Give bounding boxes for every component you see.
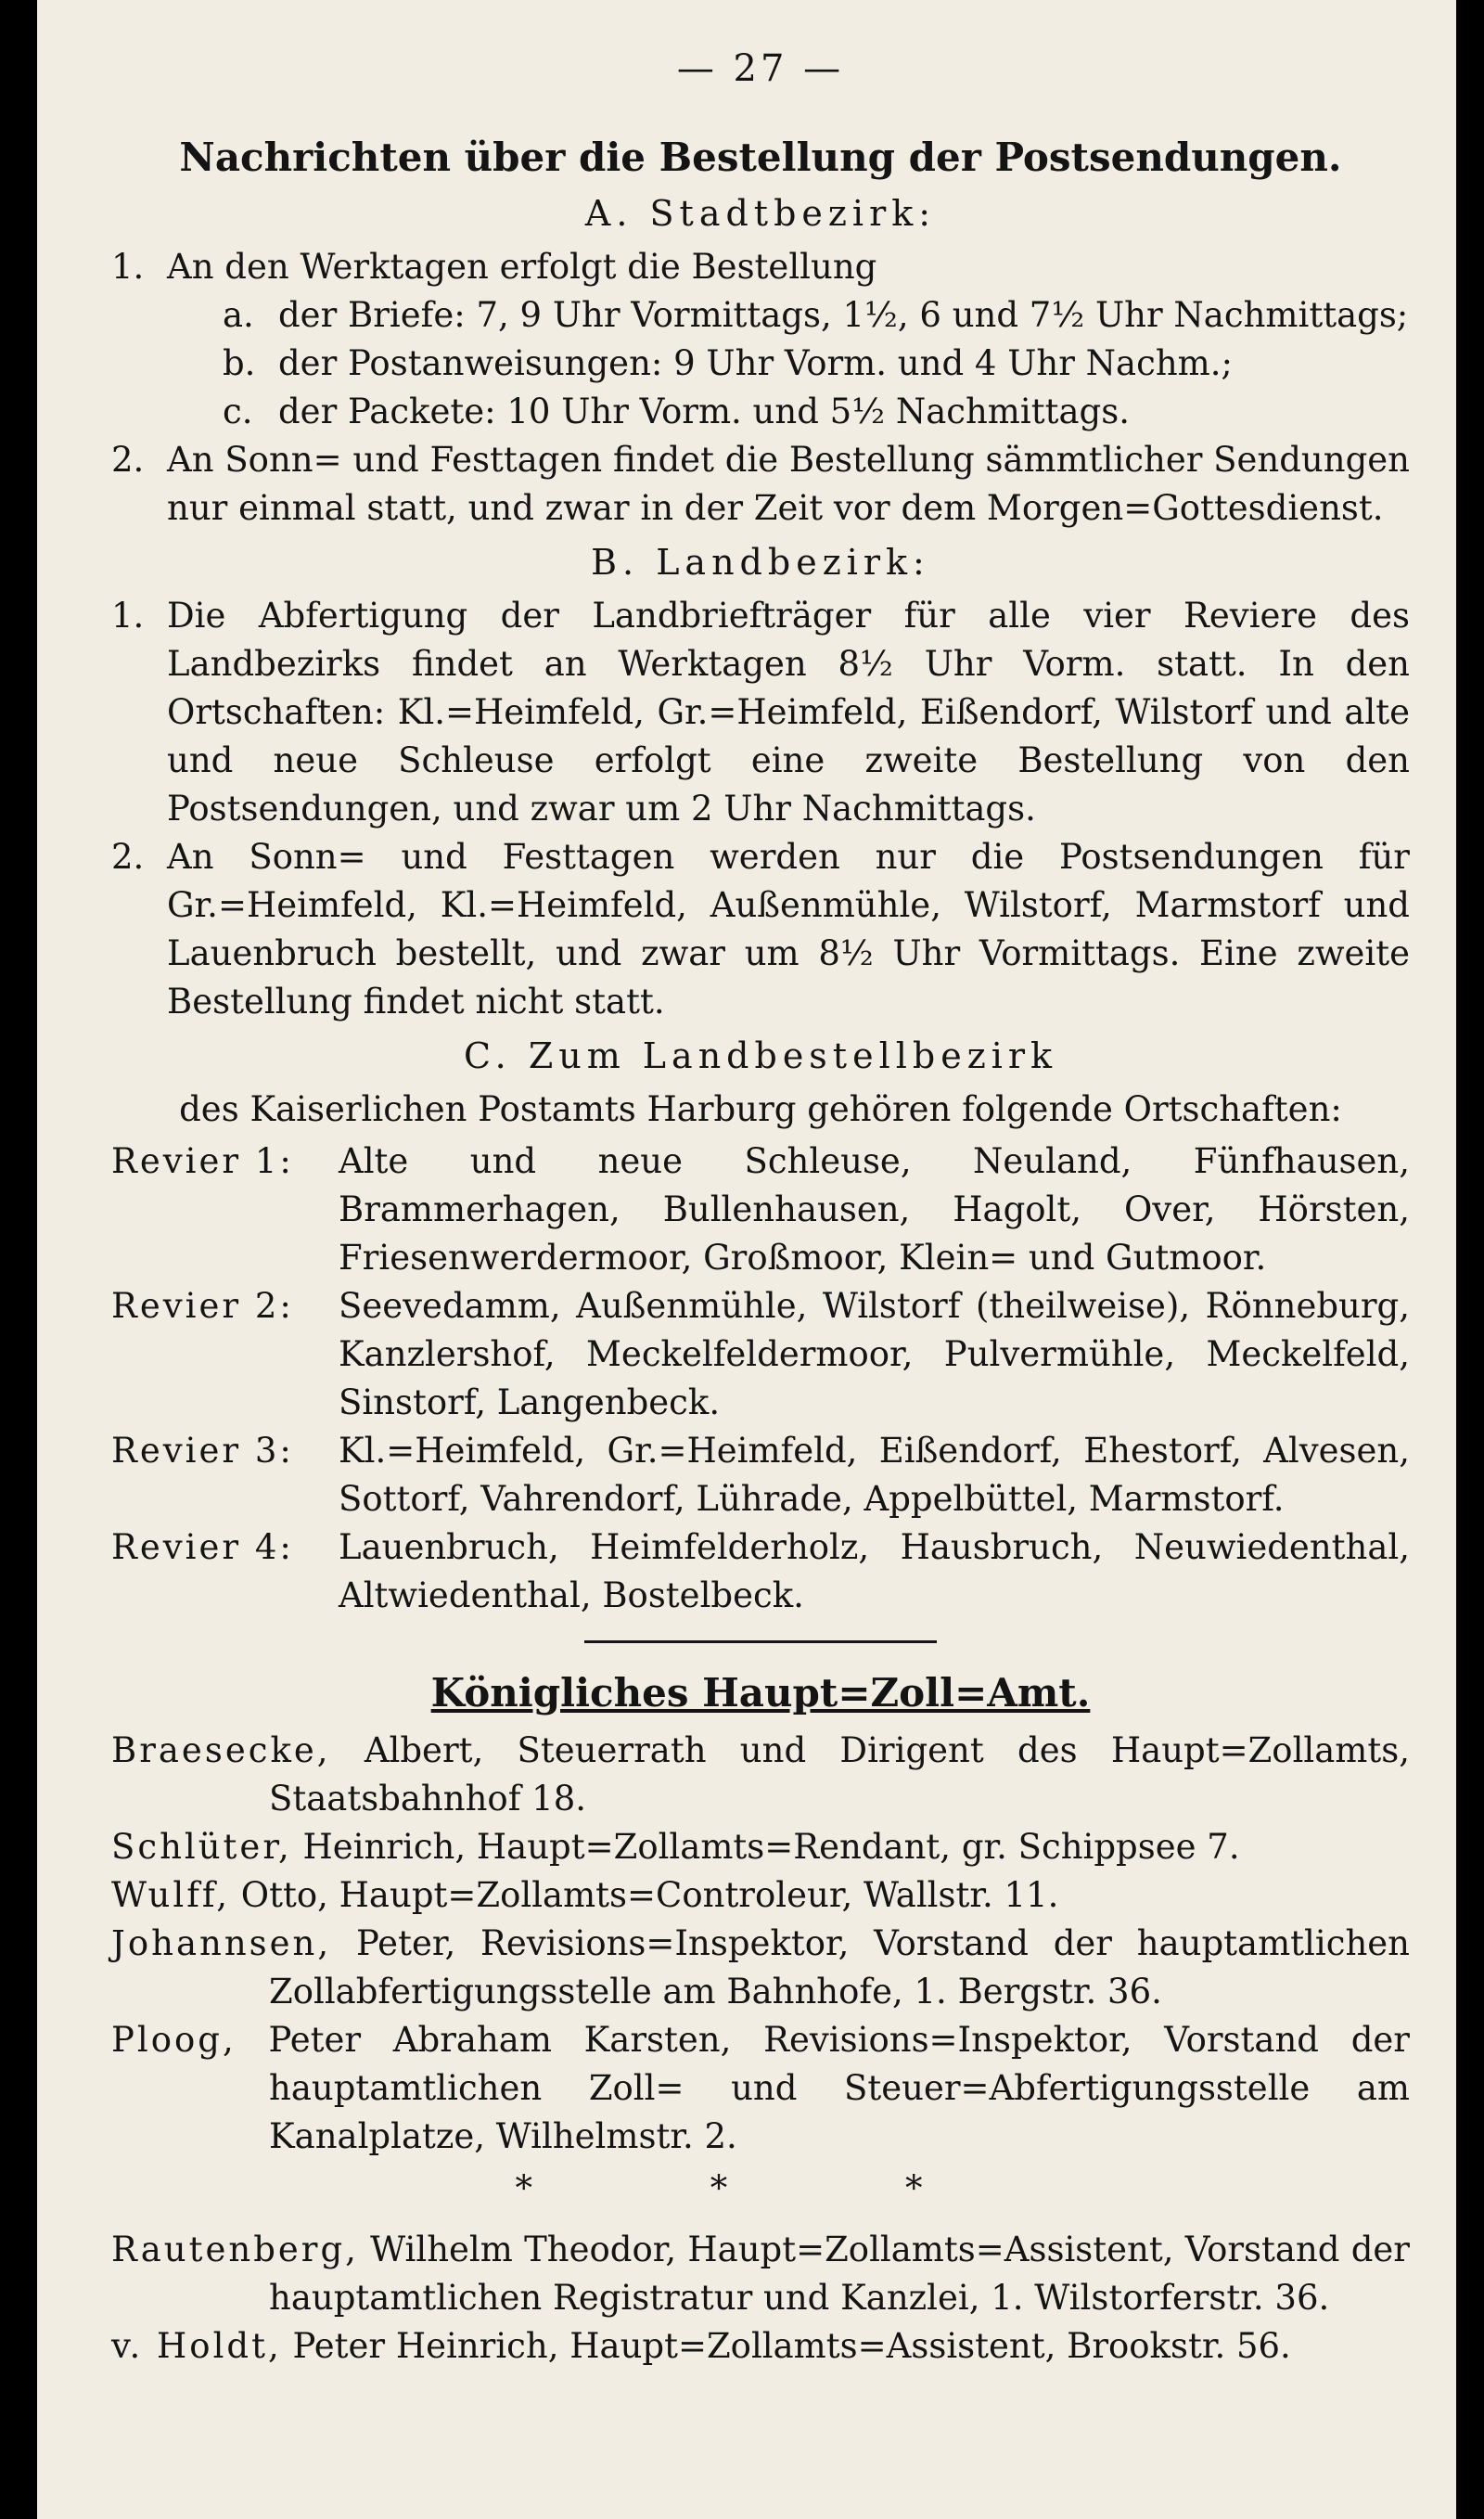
- section-a-sub-c: [111, 388, 1410, 436]
- section-c-intro: des Kaiserlichen Postamts Harburg gehören folgende Ortschaften:: [179, 1089, 1342, 1129]
- revier-text: Alte und neue Schleuse, Neuland, Fünfhausen, Brammerhagen, Bullenhausen, Hagolt, Over, Hörsten, Friesenwerdermoor, Großmoor, Klein= und Gutmoor.: [339, 1141, 1410, 1278]
- staff-entry: [111, 2016, 1410, 2161]
- sub-number: a.: [223, 295, 254, 335]
- sub-number: b.: [223, 343, 256, 383]
- divider-rule: [584, 1640, 937, 1643]
- staff-name: Ploog,: [111, 2020, 237, 2060]
- item-text: Die Abfertigung der Landbriefträger für alle vier Reviere des Landbezirks findet an Werktagen 8½ Uhr Vorm. statt. In den Ortschaften: Kl.=Heimfeld, Gr.=Heimfeld, Eißendorf, Wilstorf und alte und neue Schleuse erfolgt eine zweite Bestellung von den Postsendungen, und zwar um 2 Uhr Nachmittags.: [167, 596, 1410, 829]
- section-a-sub-b: [111, 340, 1410, 388]
- staff-details: Peter Abraham Karsten, Revisions=Inspektor, Vorstand der hauptamtlichen Zoll= und Steuer=Abfertigungsstelle am Kanalplatze, Wilhelmstr. 2.: [236, 2020, 1410, 2156]
- staff-name: Braesecke,: [111, 1730, 331, 1770]
- sub-number: c.: [223, 392, 253, 431]
- section-a-sub-a: [111, 291, 1410, 340]
- staff-name: Schlüter,: [111, 1827, 292, 1867]
- staff-details: Peter, Revisions=Inspektor, Vorstand der hauptamtlichen Zollabfertigungsstelle am Bahnhofe, 1. Bergstr. 36.: [269, 1923, 1410, 2011]
- staff-entry: [111, 1871, 1410, 1920]
- revier-text: Seevedamm, Außenmühle, Wilstorf (theilweise), Rönneburg, Kanzlershof, Meckelfeldermoor, Pulvermühle, Meckelfeld, Sinstorf, Langenbeck.: [339, 1286, 1410, 1422]
- item-text: An Sonn= und Festtagen findet die Bestellung sämmtlicher Sendungen nur einmal statt, und zwar in der Zeit vor dem Morgen=Gottesdienst.: [167, 440, 1410, 528]
- section-b-title: B. Landbezirk:: [591, 542, 930, 583]
- section-c-title: C. Zum Landbestellbezirk: [463, 1035, 1058, 1076]
- revier-row: [111, 1282, 1410, 1427]
- section-a-item-1: [111, 243, 1410, 291]
- item-number: 1.: [111, 247, 145, 287]
- item-number: 2.: [111, 837, 145, 877]
- document-page: [37, 0, 1456, 2519]
- staff-details: Peter Heinrich, Haupt=Zollamts=Assistent, Brookstr. 56.: [281, 2326, 1291, 2366]
- staff-name: Johannsen,: [111, 1923, 332, 1963]
- staff-details: Wilhelm Theodor, Haupt=Zollamts=Assistent, Vorstand der hauptamtlichen Registratur und Kanzlei, 1. Wilstorferstr. 36.: [269, 2230, 1410, 2318]
- staff-name: Wulff,: [111, 1875, 231, 1915]
- staff-entry: [111, 1823, 1410, 1871]
- section-b-item-1: [111, 592, 1410, 833]
- section-heading: Nachrichten über die Bestellung der Postsendungen.: [179, 135, 1342, 180]
- item-number: 1.: [111, 596, 145, 636]
- revier-label: Revier 2:: [111, 1286, 294, 1326]
- asterism: * * *: [515, 2168, 1006, 2208]
- sub-text: der Postanweisungen: 9 Uhr Vorm. und 4 Uhr Nachm.;: [278, 343, 1233, 383]
- revier-label: Revier 4:: [111, 1527, 294, 1567]
- sub-text: der Packete: 10 Uhr Vorm. und 5½ Nachmittags.: [278, 392, 1130, 431]
- page-content: [111, 45, 1410, 2371]
- staff-name: Rautenberg,: [111, 2230, 359, 2269]
- staff-entry: [111, 2322, 1410, 2371]
- office-heading: Königliches Haupt=Zoll=Amt.: [430, 1670, 1091, 1716]
- revier-row: [111, 1427, 1410, 1523]
- staff-details: Albert, Steuerrath und Dirigent des Haupt=Zollamts, Staatsbahnhof 18.: [269, 1730, 1410, 1819]
- revier-text: Lauenbruch, Heimfelderholz, Hausbruch, Neuwiedenthal, Altwiedenthal, Bostelbeck.: [339, 1527, 1410, 1615]
- revier-row: [111, 1523, 1410, 1620]
- staff-details: Otto, Haupt=Zollamts=Controleur, Wallstr. 11.: [230, 1875, 1059, 1915]
- section-a-item-2: [111, 436, 1410, 533]
- item-number: 2.: [111, 440, 145, 480]
- revier-text: Kl.=Heimfeld, Gr.=Heimfeld, Eißendorf, Ehestorf, Alvesen, Sottorf, Vahrendorf, Lührade, Appelbüttel, Marmstorf.: [339, 1431, 1410, 1519]
- sub-text: der Briefe: 7, 9 Uhr Vormittags, 1½, 6 und 7½ Uhr Nachmittags;: [278, 295, 1409, 335]
- staff-entry: [111, 1920, 1410, 2016]
- revier-label: Revier 1:: [111, 1141, 294, 1181]
- item-text: An Sonn= und Festtagen werden nur die Postsendungen für Gr.=Heimfeld, Kl.=Heimfeld, Außenmühle, Wilstorf, Marmstorf und Lauenbruch bestellt, und zwar um 8½ Uhr Vormittags. Eine zweite Bestellung findet nicht statt.: [167, 837, 1410, 1022]
- section-b-item-2: [111, 833, 1410, 1026]
- revier-row: [111, 1137, 1410, 1282]
- section-a-title: A. Stadtbezirk:: [584, 193, 937, 234]
- revier-label: Revier 3:: [111, 1431, 294, 1471]
- page-number: — 27 —: [676, 47, 845, 90]
- staff-entry: [111, 2226, 1410, 2322]
- staff-details: Heinrich, Haupt=Zollamts=Rendant, gr. Schippsee 7.: [291, 1827, 1240, 1867]
- item-text: An den Werktagen erfolgt die Bestellung: [167, 247, 877, 287]
- staff-name: v. Holdt,: [111, 2326, 282, 2366]
- staff-entry: [111, 1727, 1410, 1823]
